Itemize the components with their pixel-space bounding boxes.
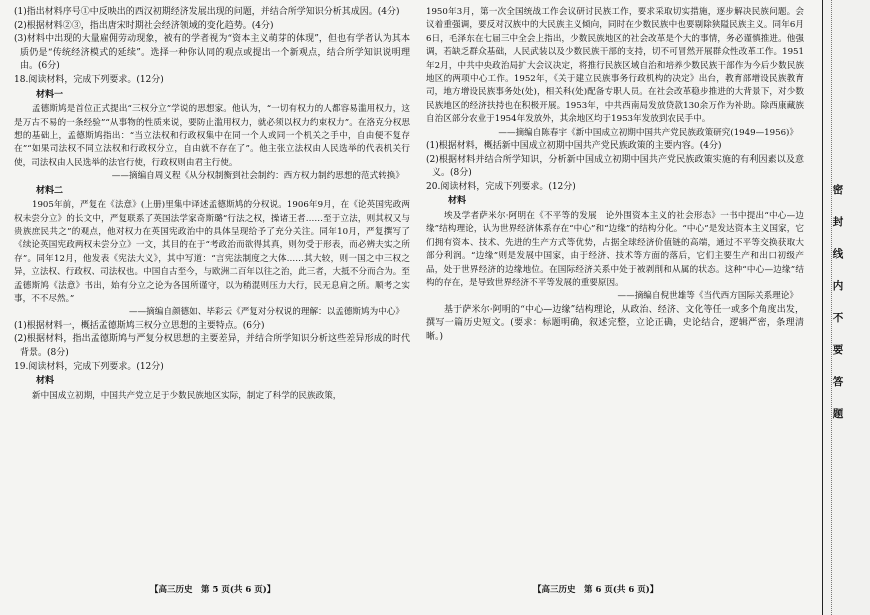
q19-sub2: (2)根据材料并结合所学知识，分析新中国成立初期中国共产党民族政策实施的有利因素以及意义。(8分)	[426, 154, 804, 179]
q19-material-label: 材料	[36, 376, 55, 387]
q18-material2-text: 1905年前，严复在《法意》(上册)里集中译述孟德斯鸠的分权说。1906年9月，在《论英国宪政两权未尝分立》的长文中，严复联系了英国法学家奇斯璐“行法之权，操诸王者……至于立法，则其权又与贵族庶民共之”的观点，他对权力在英国宪政治中的具体呈现给予了充分关注。同年10月，严复撰写了《续论英国宪政两权未尝分立》一文，其目的在于“考政治而欲得其真，则勿受于形表，而必辨夫实之所存”。同年12月，他发表《宪法大义》，其中写道：“言宪法制度之大体……其大较，则一国之中三权之异，立法权、行政权、司法权也。中国自古至今，与欧洲二百年以往之治，此三者，大抵不分而合为。至孟德斯鸠《法意》书出，始有分立之论为各国所谨守，以为稍混则压力大行，民无息肩之所。顺考之实事，不不尽然。”	[14, 200, 410, 305]
seal-char: 不	[832, 312, 844, 324]
q17-sub3: (3)材料中出现的大量雇佣劳动现象，被有的学者视为“资本主义萌芽的体现”，但也有学者认为其本质仍是“传统经济模式的延续”。选择一种你认同的观点或提出一个新观点，结合所学知识说明理由。(6分)	[14, 34, 410, 72]
q20-material-label: 材料	[448, 196, 467, 207]
seal-char: 题	[832, 408, 844, 420]
q18-sub2: (2)根据材料，指出孟德斯鸠与严复分权思想的主要差异，并结合所学知识分析这些差异形成的时代背景。(8分)	[14, 334, 410, 359]
seal-line-notice	[826, 185, 850, 441]
q17-sub1: (1)指出材料序号①中反映出的西汉初期经济发展出现的问题，并结合所学知识分析其成因。(4分)	[14, 7, 400, 17]
seal-char: 要	[832, 344, 844, 356]
seal-char: 线	[832, 248, 844, 260]
q20-material-text: 埃及学者萨米尔·阿明在《不平等的发展 论外围资本主义的社会形态》一书中提出“中心—边缘”结构理论，认为世界经济体系存在“中心”和“边缘”的结构分化。“中心”是发达资本主义国家，它们拥有资本、技术、先进的生产方式等优势，占据全球经济价值链的高端，通过不平等交换获取大部分利润。“边缘”则是发展中国家，由于经济、技术等方面的落后，它们主要生产和出口初级产品，处于世界经济的边缘地位。在国际经济关系中处于被剥削和从属的状态。这种“中心—边缘”结构的存在，是导致世界经济不平等发展的重要原因。	[426, 211, 804, 289]
q18-material1-label: 材料一	[36, 89, 64, 100]
seal-char: 内	[832, 280, 844, 292]
right-column	[426, 6, 804, 345]
q19-material-text: 新中国成立初期，中国共产党立足于少数民族地区实际，制定了科学的民族政策，	[32, 390, 342, 401]
footer-left-page-number: 【高三历史 第 5 页(共 6 页)】	[150, 585, 276, 595]
q18-material1-text: 孟德斯鸠是首位正式提出“三权分立”学说的思想家。他认为，“一切有权力的人都容易滥用权力，这是万古不易的一条经验”“从事物的性质来说，要防止滥用权力，就必须以权力约束权力”。在洛克分权思想的基础上，孟德斯鸠指出：“当立法权和行政权集中在同一个人或同一个机关之手中，自由便不复存在”“如果司法权不同立法权和行政权分立，自由就不存在了”。他主张立法权由人民选举的代表机关行使，司法权由人民选举的法官行使，行政权则由君主行使。	[14, 104, 410, 168]
seal-char: 封	[832, 216, 844, 228]
q17-sub2: (2)根据材料②③，指出唐宋时期社会经济领域的变化趋势。(4分)	[14, 20, 274, 31]
seal-char: 密	[832, 184, 844, 196]
q19-sub1: (1)根据材料，概括新中国成立初期中国共产党民族政策的主要内容。(4分)	[426, 141, 722, 152]
q18-material2-label: 材料二	[36, 185, 64, 196]
q19-material-source: ——摘编自陈春宇《新中国成立初期中国共产党民族政策研究(1949—1956)》	[498, 127, 798, 138]
seal-char: 答	[832, 376, 844, 388]
footer-right-page-number: 【高三历史 第 6 页(共 6 页)】	[533, 585, 659, 595]
q19-material-text-continued: 1950年3月，第一次全国统战工作会议研讨民族工作，要求采取切实措施，逐步解决民族问题。会议着重强调，要反对汉族中的大民族主义倾向，同时在少数民族中也要剔除狭隘民族主义。同年6月6日，毛泽东在七届三中全会上指出，少数民族地区的社会改革是个大的事情，务必谨慎推进。他强调，若缺乏群众基础，人民武装以及少数民族干部的支持，切不可冒然开展群众性改革工作。1951年2月，中共中央政治局扩大会议决定，将推行民族区域自治和培养少数民族干部作为今后少数民族地区的两项中心工作。1952年，《关于建立民族事务行政机构的决定》出台，教育部增设民族教育司，地方增设民族事务处(处)，相关科(处)配备专职人员。在社会改革稳步推进的大背景下，对少数民族地区的经济扶持也在积极开展。1953年，中共西南局发放贷款130余万作为补助。除西康藏族自治区部分农业于1954年发放外，其余地区均于1953年发放到农民手中。	[426, 7, 804, 125]
q18-title: 18.阅读材料，完成下列要求。(12分)	[14, 74, 164, 85]
q18-material1-source: ——摘编自周义程《从分权制衡到社会制约：西方权力制约思想的范式转换》	[111, 171, 404, 182]
q19-title: 19.阅读材料，完成下列要求。(12分)	[14, 361, 164, 372]
q20-task: 基于萨米尔·阿明的“中心—边缘”结构理论，从政治、经济、文化等任一或多个角度出发，撰写一篇历史短文。(要求：标题明确，叙述完整，立论正确，史论结合，逻辑严密，条理清晰。)	[426, 304, 804, 343]
left-column	[14, 6, 410, 403]
q20-material-source: ——摘编自倪世雄等《当代西方国际关系理论》	[617, 291, 798, 302]
q18-material2-source: ——摘编自颜德如、毕彩云《严复对分权说的理解：以孟德斯鸠为中心》	[128, 307, 404, 318]
q18-sub1: (1)根据材料一，概括孟德斯鸠三权分立思想的主要特点。(6分)	[14, 320, 265, 331]
q20-title: 20.阅读材料，完成下列要求。(12分)	[426, 181, 576, 192]
